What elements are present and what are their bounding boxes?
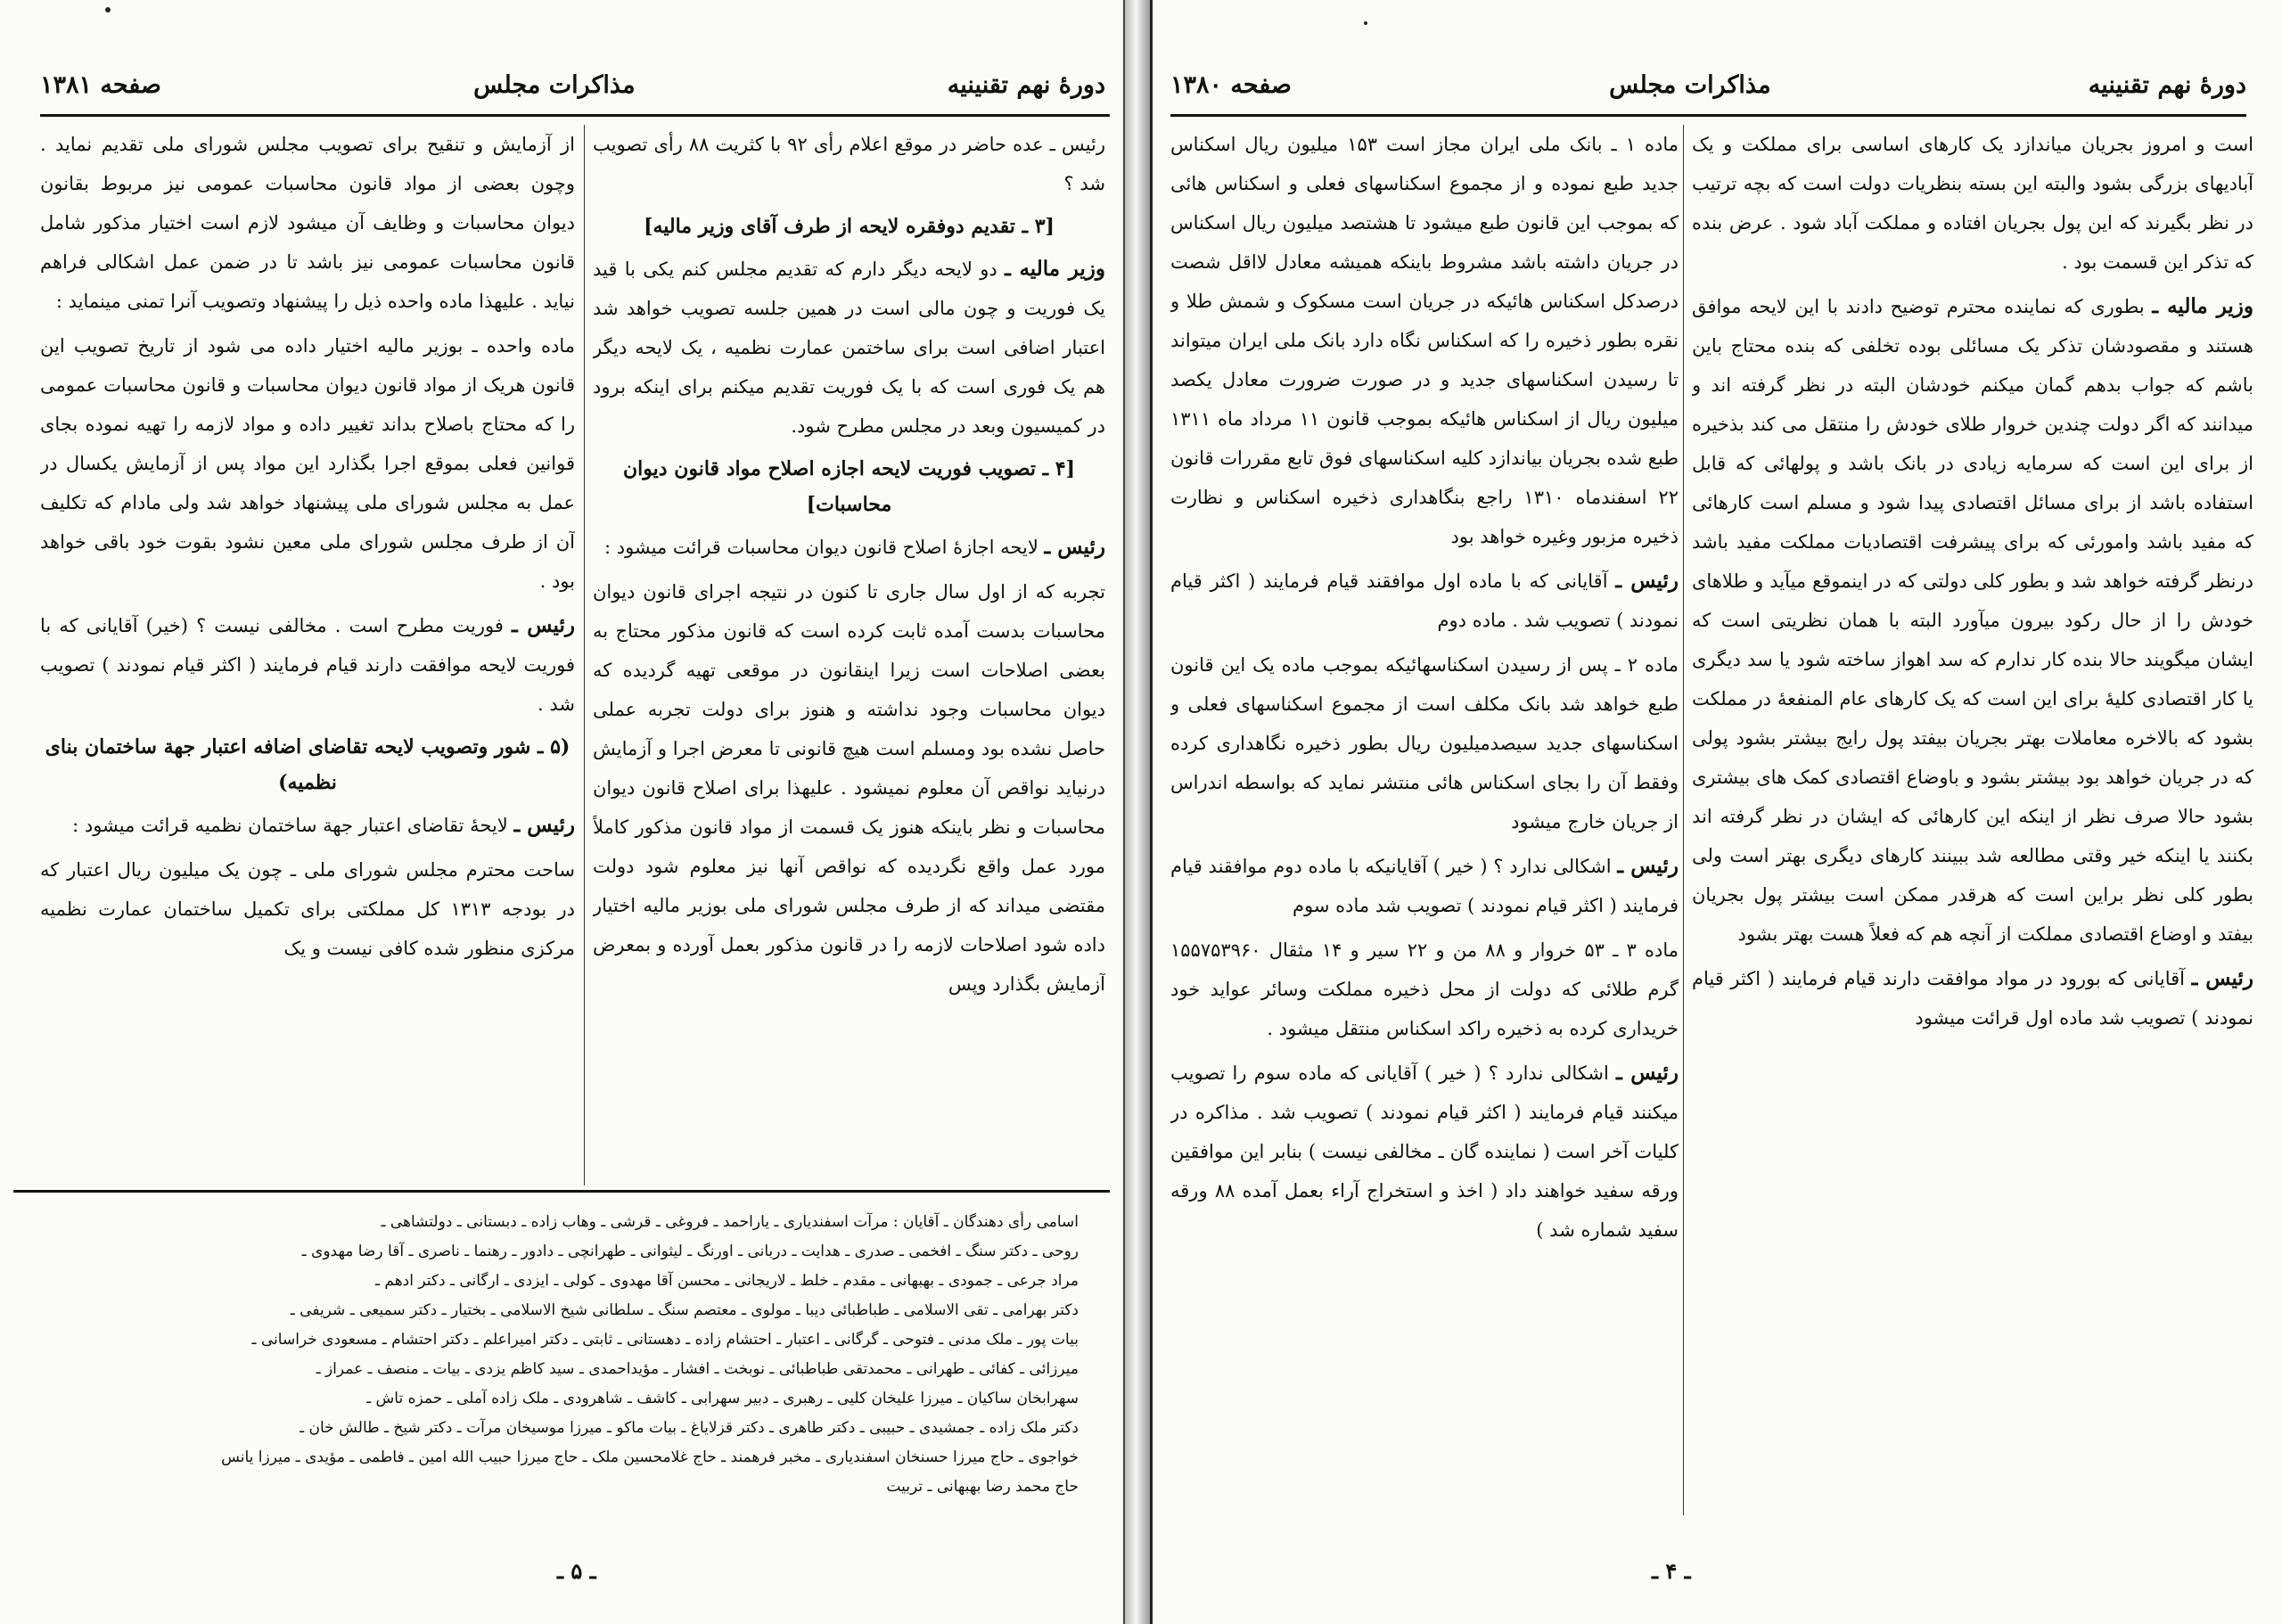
right-column-left <box>1170 125 1679 1524</box>
voters-line: میرزائی ـ کفائی ـ طهرانی ـ محمدتقی طباطبائی ـ نوبخت ـ افشار ـ مؤیداحمدی ـ سید کاظم یزدی ـ بیات ـ منصف ـ عمراز ـ <box>316 1360 1079 1378</box>
folio-number: ـ ۴ ـ <box>1652 1558 1691 1584</box>
voters-list <box>27 1208 1079 1582</box>
session-label: دورهٔ نهم تقنینیه <box>2088 70 2246 99</box>
scan-speck <box>1364 21 1367 25</box>
paragraph <box>593 528 1105 567</box>
voters-line: بیات پور ـ ملک مدنی ـ فتوحی ـ گرگانی ـ اعتبار ـ احتشام زاده ـ دهستانی ـ ثابتی ـ دکتر امیراعلم ـ دکتر احتشام ـ مسعودی خراسانی ـ <box>251 1331 1079 1349</box>
paragraph <box>1170 1054 1679 1250</box>
paragraph <box>1170 645 1679 841</box>
left-page <box>0 0 1125 1624</box>
voters-line: خواجوی ـ حاج میرزا حسنخان اسفندیاری ـ مخبر فرهمند ـ حاج غلامحسین ملک ـ حاج میرزا حبیب الله امین ـ فاطمی ـ مؤیدی ـ میرزا یانس <box>221 1448 1079 1466</box>
voters-line: دکتر ملک زاده ـ جمشیدی ـ حبیبی ـ دکتر طاهری ـ دکتر قزلایاغ ـ بیات ماکو ـ میرزا موسیخان مرآت ـ دکتر شیخ ـ طالش خان ـ <box>300 1419 1079 1437</box>
left-column-left <box>40 125 575 1181</box>
paragraph <box>1170 562 1679 640</box>
folio-number: ـ ۵ ـ <box>557 1558 596 1584</box>
paragraph-text: اشکالی ندارد ؟ ( خیر ) آقایانی که ماده سوم را تصویب میکنند قیام فرمایند ( اکثر قیام نمودند ) تصویب شد . مذاکره در کلیات آخر است ( نماینده گان ـ مخالفی نیست ) بنابر این موافقین ورقه سفید خواهند داد ( اخذ و استخراج آراء بعمل آمده ۸۸ ورقه سفید شماره شد ) <box>1170 1062 1679 1241</box>
header-title: مذاکرات مجلس <box>1609 70 1771 99</box>
paragraph-text: آقایانی که بورود در مواد موافقت دارند قیام فرمایند ( اکثر قیام نمودند ) تصویب شد ماده اول قرائت میشود <box>1692 968 2253 1029</box>
column-divider <box>584 125 585 1185</box>
voters-line: اسامی رأی دهندگان ـ آقایان : مرآت اسفندیاری ـ یاراحمد ـ فروغی ـ قرشی ـ وهاب زاده ـ دبستانی ـ دولتشاهی ـ <box>381 1213 1079 1231</box>
paragraph-text: اشکالی ندارد ؟ ( خیر ) آقایانیکه با ماده دوم موافقند قیام فرمایند ( اکثر قیام نمودند ) تصویب شد ماده سوم <box>1170 856 1679 916</box>
speaker-name: رئیس ـ <box>1617 854 1679 878</box>
paragraph <box>593 572 1105 1004</box>
speaker-name: وزیر مالیه ـ <box>2152 294 2253 318</box>
section-heading: (۵ ـ شور وتصویب لایحه تقاضای اضافه اعتبار جهة ساختمان بنای نظمیه) <box>45 735 570 794</box>
paragraph <box>40 326 575 601</box>
voters-line: دکتر بهرامی ـ تقی الاسلامی ـ طباطبائی دیبا ـ مولوی ـ معتصم سنگ ـ سلطانی شیخ الاسلامی ـ بختیار ـ دکتر سمیعی ـ شریفی ـ <box>290 1301 1079 1319</box>
book-gutter <box>1125 0 1150 1624</box>
voters-line: سهرابخان ساکیان ـ میرزا علیخان کلیی ـ رهبری ـ دبیر سهرابی ـ کاشف ـ شاهرودی ـ ملک زاده آملی ـ حمزه تاش ـ <box>366 1390 1079 1407</box>
paragraph-text: رئیس ـ عده حاضر در موقع اعلام رأی ۹۲ با کثریت ۸۸ رأی تصویب شد ؟ <box>593 134 1105 194</box>
paragraph-text: ماده واحده ـ بوزیر مالیه اختیار داده می شود از تاریخ تصویب این قانون هریک از مواد قانون دیوان محاسبات و قانون محاسبات عمومی را که محتاج باصلاح بداند تغییر داده و مواد لازمه را تهیه نموده بجای قوانین فعلی بموقع اجرا بگذارد این مواد پس از آزمایش یکسال در عمل به مجلس شورای ملی پیشنهاد خواهد شد ولی مادام که تکلیف آن از طرف مجلس شورای ملی معین نشود بقوت خود باقی خواهد بود . <box>40 335 575 592</box>
paragraph-text: ماده ۲ ـ پس از رسیدن اسکناسهائیکه بموجب ماده یک این قانون طبع خواهد شد بانک مکلف است از مجموع اسکناسهای فعلی و اسکناسهای جدید سیصدمیلیون ریال بطور ذخیره نگاهداری کرده وفقط آن را بجای اسکناس هائی منتشر نماید که بواسطه اندراس از جریان خارج میشود <box>1170 654 1679 833</box>
section-heading: [۴ ـ تصویب فوریت لایحه اجازه اصلاح مواد قانون دیوان محاسبات] <box>623 457 1075 516</box>
voters-line: حاج محمد رضا بهبهانی ـ تربیت <box>886 1478 1079 1496</box>
header-title: مذاکرات مجلس <box>473 70 636 99</box>
paragraph-text: لایحه اجازهٔ اصلاح قانون دیوان محاسبات قرائت میشود : <box>603 537 1045 558</box>
paragraph-text: لایحهٔ تقاضای اعتبار جهة ساختمان نظمیه قرائت میشود : <box>72 815 514 836</box>
paragraph <box>40 806 575 845</box>
scan-speck <box>105 7 111 12</box>
paragraph <box>1692 125 2253 282</box>
voters-line: روحی ـ دکتر سنگ ـ افخمی ـ صدری ـ هدایت ـ دربانی ـ اورنگ ـ لیثوانی ـ طهرانچی ـ دادور ـ رهنما ـ ناصری ـ آقا رضا مهدوی ـ <box>301 1243 1079 1260</box>
speaker-name: رئیس ـ <box>513 813 575 837</box>
paragraph-text: آقایانی که با ماده اول موافقند قیام فرمایند ( اکثر قیام نمودند ) تصویب شد . ماده دوم <box>1170 570 1679 631</box>
paragraph <box>40 850 575 968</box>
paragraph-text: بطوری که نماینده محترم توضیح دادند با این لایحه موافق هستند و مقصودشان تذکر یک مسائلی بوده تخلفی که بنده محتاج باین باشم که جواب بدهم گمان میکنم خودشان البته در نظر گرفته اند و میدانند که اگر دولت چندین خروار طلای خودش را منتقل می کند بذخیره از برای این است که سرمایه زیادی در بانک باشد و پولهائی که قابل استفاده باشد از برای مسائل اقتصادی پیدا شود و مسلم است کارهائی که مفید باشد وامورئی که برای پیشرفت اقتصادیات مملکت مفید باشد درنظر گرفته خواهد شد و بطور کلی دولتی که در اینموقع میآید و طلاهای خودش را از حال رکود بیرون میآورد البته با همان نظریتی است که ایشان میگویند حالا بنده کار ندارم که سد اهواز ساخته شود یا سد دیگری یا کار اقتصادی کلیهٔ برای این است که یک کارهای عام المنفعهٔ در مملکت بشود که بالاخره معاملات بهتر بجریان بیفتد پول رایج بیشتر بشود پولی که در جریان خواهد بود بیشتر بشود و باوضاع اقتصادی کمک های بیشتری بشود حالا صرف نظر از اینکه این کارهائی که ایشان در نظر گرفته اند بکنند یا اینکه خیر وقتی مطالعه شد ببینند کارهای دیگری بهتر است ولی بطور کلی نظر براین است که هرقدر ممکن است بیشتر پول بجریان بیفتد و اوضاع اقتصادی مملکت از آنچه هم که فعلاً هست بهتر بشود <box>1692 296 2253 945</box>
paragraph-text: از آزمایش و تنقیح برای تصویب مجلس شورای ملی تقدیم نماید . وچون بعضی از مواد قانون محاسبات عمومی نیز مربوط بقانون دیوان محاسبات و وظایف آن میشود لازم است اختیار مذکور شامل قانون محاسبات عمومی نیز باشد تا در ضمن عمل اشکالی فراهم نیاید . علیهذا ماده واحده ذیل را پیشنهاد وتصویب آنرا تمنی مینماید : <box>40 134 575 312</box>
section-heading: [۳ ـ تقدیم دوفقره لایحه از طرف آقای وزیر مالیه] <box>644 215 1055 238</box>
page-number-label: صفحه ۱۳۸۱ <box>40 70 161 99</box>
paragraph <box>1170 125 1679 556</box>
voters-line: مراد جرعی ـ جمودی ـ بهبهانی ـ مقدم ـ خلط ـ لاریجانی ـ محسن آقا مهدوی ـ کولی ـ ایزدی ـ ارگانی ـ دکتر ادهم ـ <box>375 1272 1079 1290</box>
paragraph <box>40 606 575 724</box>
paragraph-text: ماده ۳ ـ ۵۳ خروار و ۸۸ من و ۲۲ سیر و ۱۴ مثقال ۱۵۵۷۵۳۹۶۰ گرم طلائی که دولت از محل ذخیره مملکت وسائر عواید خود خریداری کرده به ذخیره راکد اسکناس منتقل میشود . <box>1170 939 1679 1039</box>
speaker-name: رئیس ـ <box>1615 1061 1679 1085</box>
paragraph <box>1692 287 2253 954</box>
right-page-header <box>1170 62 2246 107</box>
column-divider <box>1683 125 1684 1515</box>
right-column-right <box>1692 125 2253 1524</box>
session-label: دورهٔ نهم تقنینیه <box>947 70 1105 99</box>
page-number-label: صفحه ۱۳۸۰ <box>1170 70 1292 99</box>
voters-rule <box>13 1190 1110 1193</box>
paragraph-text: ماده ۱ ـ بانک ملی ایران مجاز است ۱۵۳ میلیون ریال اسکناس جدید طبع نموده و از مجموع اسکناسهای فعلی و اسکناس هائی که بموجب این قانون طبع میشود تا هشتصد میلیون ریال اسکناس در جریان داشته باشد مشروط باینکه همیشه معادل لااقل شصت درصدکل اسکناس هائیکه در جریان است مسکوک و شمش طلا و نقره بطور ذخیره را که اسکناس نگاه دارد بانک ملی ایران میتواند تا رسیدن اسکناسهای جدید و در صورت ضرورت معادل یکصد میلیون ریال از اسکناس هائیکه بموجب قانون ۱۱ مرداد ماه ۱۳۱۱ طبع شده بجریان بیاندازد کلیه اسکناسهای فوق تابع مقررات قانون ۲۲ اسفندماه ۱۳۱۰ راجع بنگاهداری ذخیره اسکناس و نظارت ذخیره مزبور وغیره خواهد بود <box>1170 134 1679 547</box>
paragraph-text: است و امروز بجریان میاندازد یک کارهای اساسی برای مملکت و یک آبادیهای بزرگی بشود والبته این بسته بنظریات دولت است که بچه ترتیب در نظر بگیرند که این پول بجریان افتاده و مملکت آباد شود . عرض بنده که تذکر این قسمت بود . <box>1692 134 2253 273</box>
right-page <box>1150 0 2282 1624</box>
paragraph <box>593 125 1105 203</box>
speaker-name: وزیر مالیه ـ <box>1005 257 1105 281</box>
paragraph <box>1170 931 1679 1048</box>
paragraph-text: ساحت محترم مجلس شورای ملی ـ چون یک میلیون ریال اعتبار که در بودجه ۱۳۱۳ کل مملکتی برای تکمیل ساختمان عمارت نظمیه مرکزی منظور شده کافی نیست و یک <box>40 859 575 959</box>
speaker-name: رئیس ـ <box>2191 966 2253 990</box>
left-column-right <box>593 125 1105 1181</box>
speaker-name: رئیس ـ <box>1044 535 1105 559</box>
paragraph <box>1170 847 1679 925</box>
header-rule <box>40 114 1110 117</box>
paragraph <box>1692 959 2253 1038</box>
paragraph-text: تجربه که از اول سال جاری تا کنون در نتیجه اجرای قانون دیوان محاسبات بدست آمده ثابت کرده است که قانون مذکور محتاج به بعضی اصلاحات است زیرا اینقانون در موقعی تهیه گردیده که دیوان محاسبات وجود نداشته و هنوز برای دولت تجربه عملی حاصل نشده بود ومسلم است هیچ قانونی تا معرض اجرا و آزمایش درنیاید نواقص آن معلوم نمیشود . علیهذا برای اصلاح قانون دیوان محاسبات و نظر باینکه هنوز یک قسمت از مواد قانون مذکور کاملاً مورد عمل واقع نگردیده که نواقص آنها نیز معلوم شود دولت مقتضی میداند که از طرف مجلس شورای ملی بوزیر مالیه اختیار داده شود اصلاحات لازمه را در قانون مذکور بعمل آورده و بمعرض آزمایش بگذارد وپس <box>593 581 1105 995</box>
paragraph <box>593 250 1105 446</box>
paragraph-text: فوریت مطرح است . مخالفی نیست ؟ (خیر) آقایانی که با فوریت لایحه موافقت دارند قیام فرمایند ( اکثر قیام نمودند ) تصویب شد . <box>40 615 575 715</box>
speaker-name: رئیس ـ <box>512 613 575 637</box>
paragraph-text: دو لایحه دیگر دارم که تقدیم مجلس کنم یکی با قید یک فوریت و چون مالی است در همین جلسه تصویب خواهد شد اعتبار اضافی است برای ساختمن عمارت نظمیه ، یک لایحه دیگر هم یک فوری است که با یک فوریت تقدیم میکنم برای اینکه برود در کمیسیون وبعد در مجلس مطرح شود. <box>593 258 1105 437</box>
paragraph <box>40 125 575 321</box>
left-page-header <box>40 62 1105 107</box>
header-rule <box>1170 114 2246 117</box>
speaker-name: رئیس ـ <box>1615 569 1679 593</box>
